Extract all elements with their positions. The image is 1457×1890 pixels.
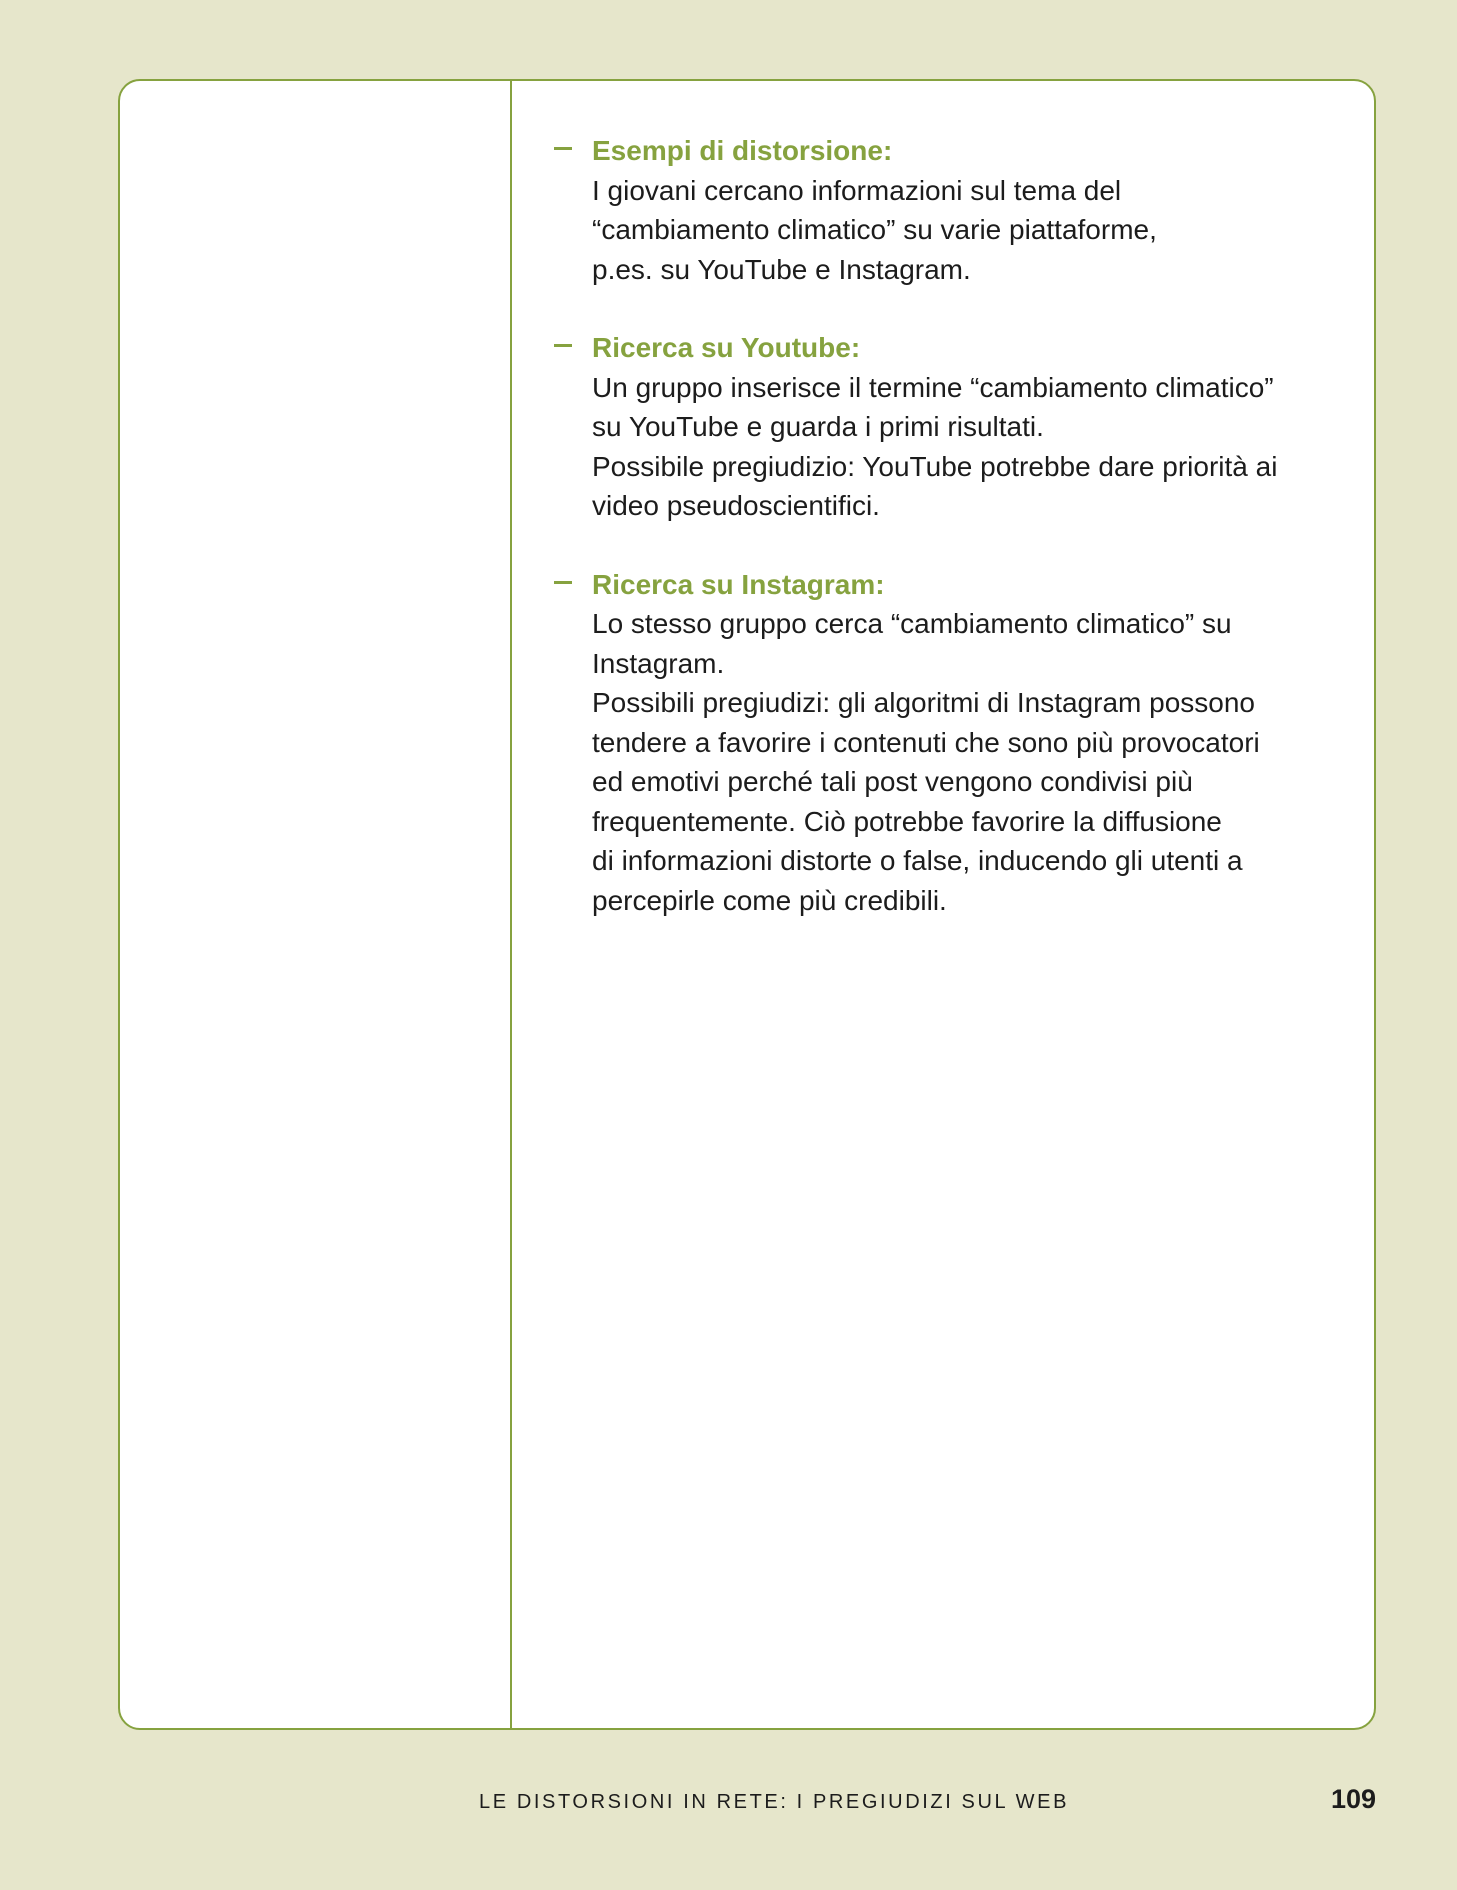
page-number: 109 — [1330, 1784, 1376, 1814]
dash-bullet-icon — [554, 344, 572, 347]
dash-bullet-icon — [554, 581, 572, 584]
content-panel — [118, 79, 1376, 1730]
item-text-line: I giovani cercano informazioni sul tema del — [592, 174, 1122, 206]
item-heading: Esempi di distorsione: — [592, 135, 893, 166]
item-text-line: su YouTube e guarda i primi risultati. — [592, 411, 1044, 442]
item-text-line: Possibili pregiudizi: gli algoritmi di Instagram possono — [592, 687, 1255, 718]
item-heading: Ricerca su Youtube: — [592, 332, 861, 363]
dash-bullet-icon — [554, 147, 572, 150]
list-item-youtube-search — [514, 328, 1334, 526]
item-text-line: Possibile pregiudizio: YouTube potrebbe dare priorità ai — [592, 450, 1278, 482]
item-text-line: tendere a favorire i contenuti che sono più provocatori — [592, 726, 1260, 758]
running-footer-title: LE DISTORSIONI IN RETE: I PREGIUDIZI SUL WEB — [479, 1791, 1070, 1813]
list-item-distortion-examples — [514, 131, 1334, 289]
item-text-line: “cambiamento climatico” su varie piattaforme, — [592, 214, 1157, 245]
item-text-line: Un gruppo inserisce il termine “cambiamento climatico” — [592, 371, 1274, 403]
item-text-line: percepirle come più credibili. — [592, 884, 947, 916]
item-text-line: Lo stesso gruppo cerca “cambiamento climatico” su — [592, 608, 1232, 639]
right-column — [514, 81, 1374, 1728]
item-text-line: ed emotivi perché tali post vengono condivisi più — [592, 766, 1193, 797]
item-text-line: frequentemente. Ciò potrebbe favorire la diffusione — [592, 805, 1222, 837]
item-text-line: p.es. su YouTube e Instagram. — [592, 253, 971, 285]
item-text-line: video pseudoscientifici. — [592, 490, 880, 521]
list-item-instagram-search — [514, 565, 1334, 921]
left-column — [120, 81, 512, 1728]
item-heading: Ricerca su Instagram: — [592, 568, 885, 600]
item-text-line: Instagram. — [592, 647, 725, 679]
item-text-line: di informazioni distorte o false, inducendo gli utenti a — [592, 845, 1243, 876]
